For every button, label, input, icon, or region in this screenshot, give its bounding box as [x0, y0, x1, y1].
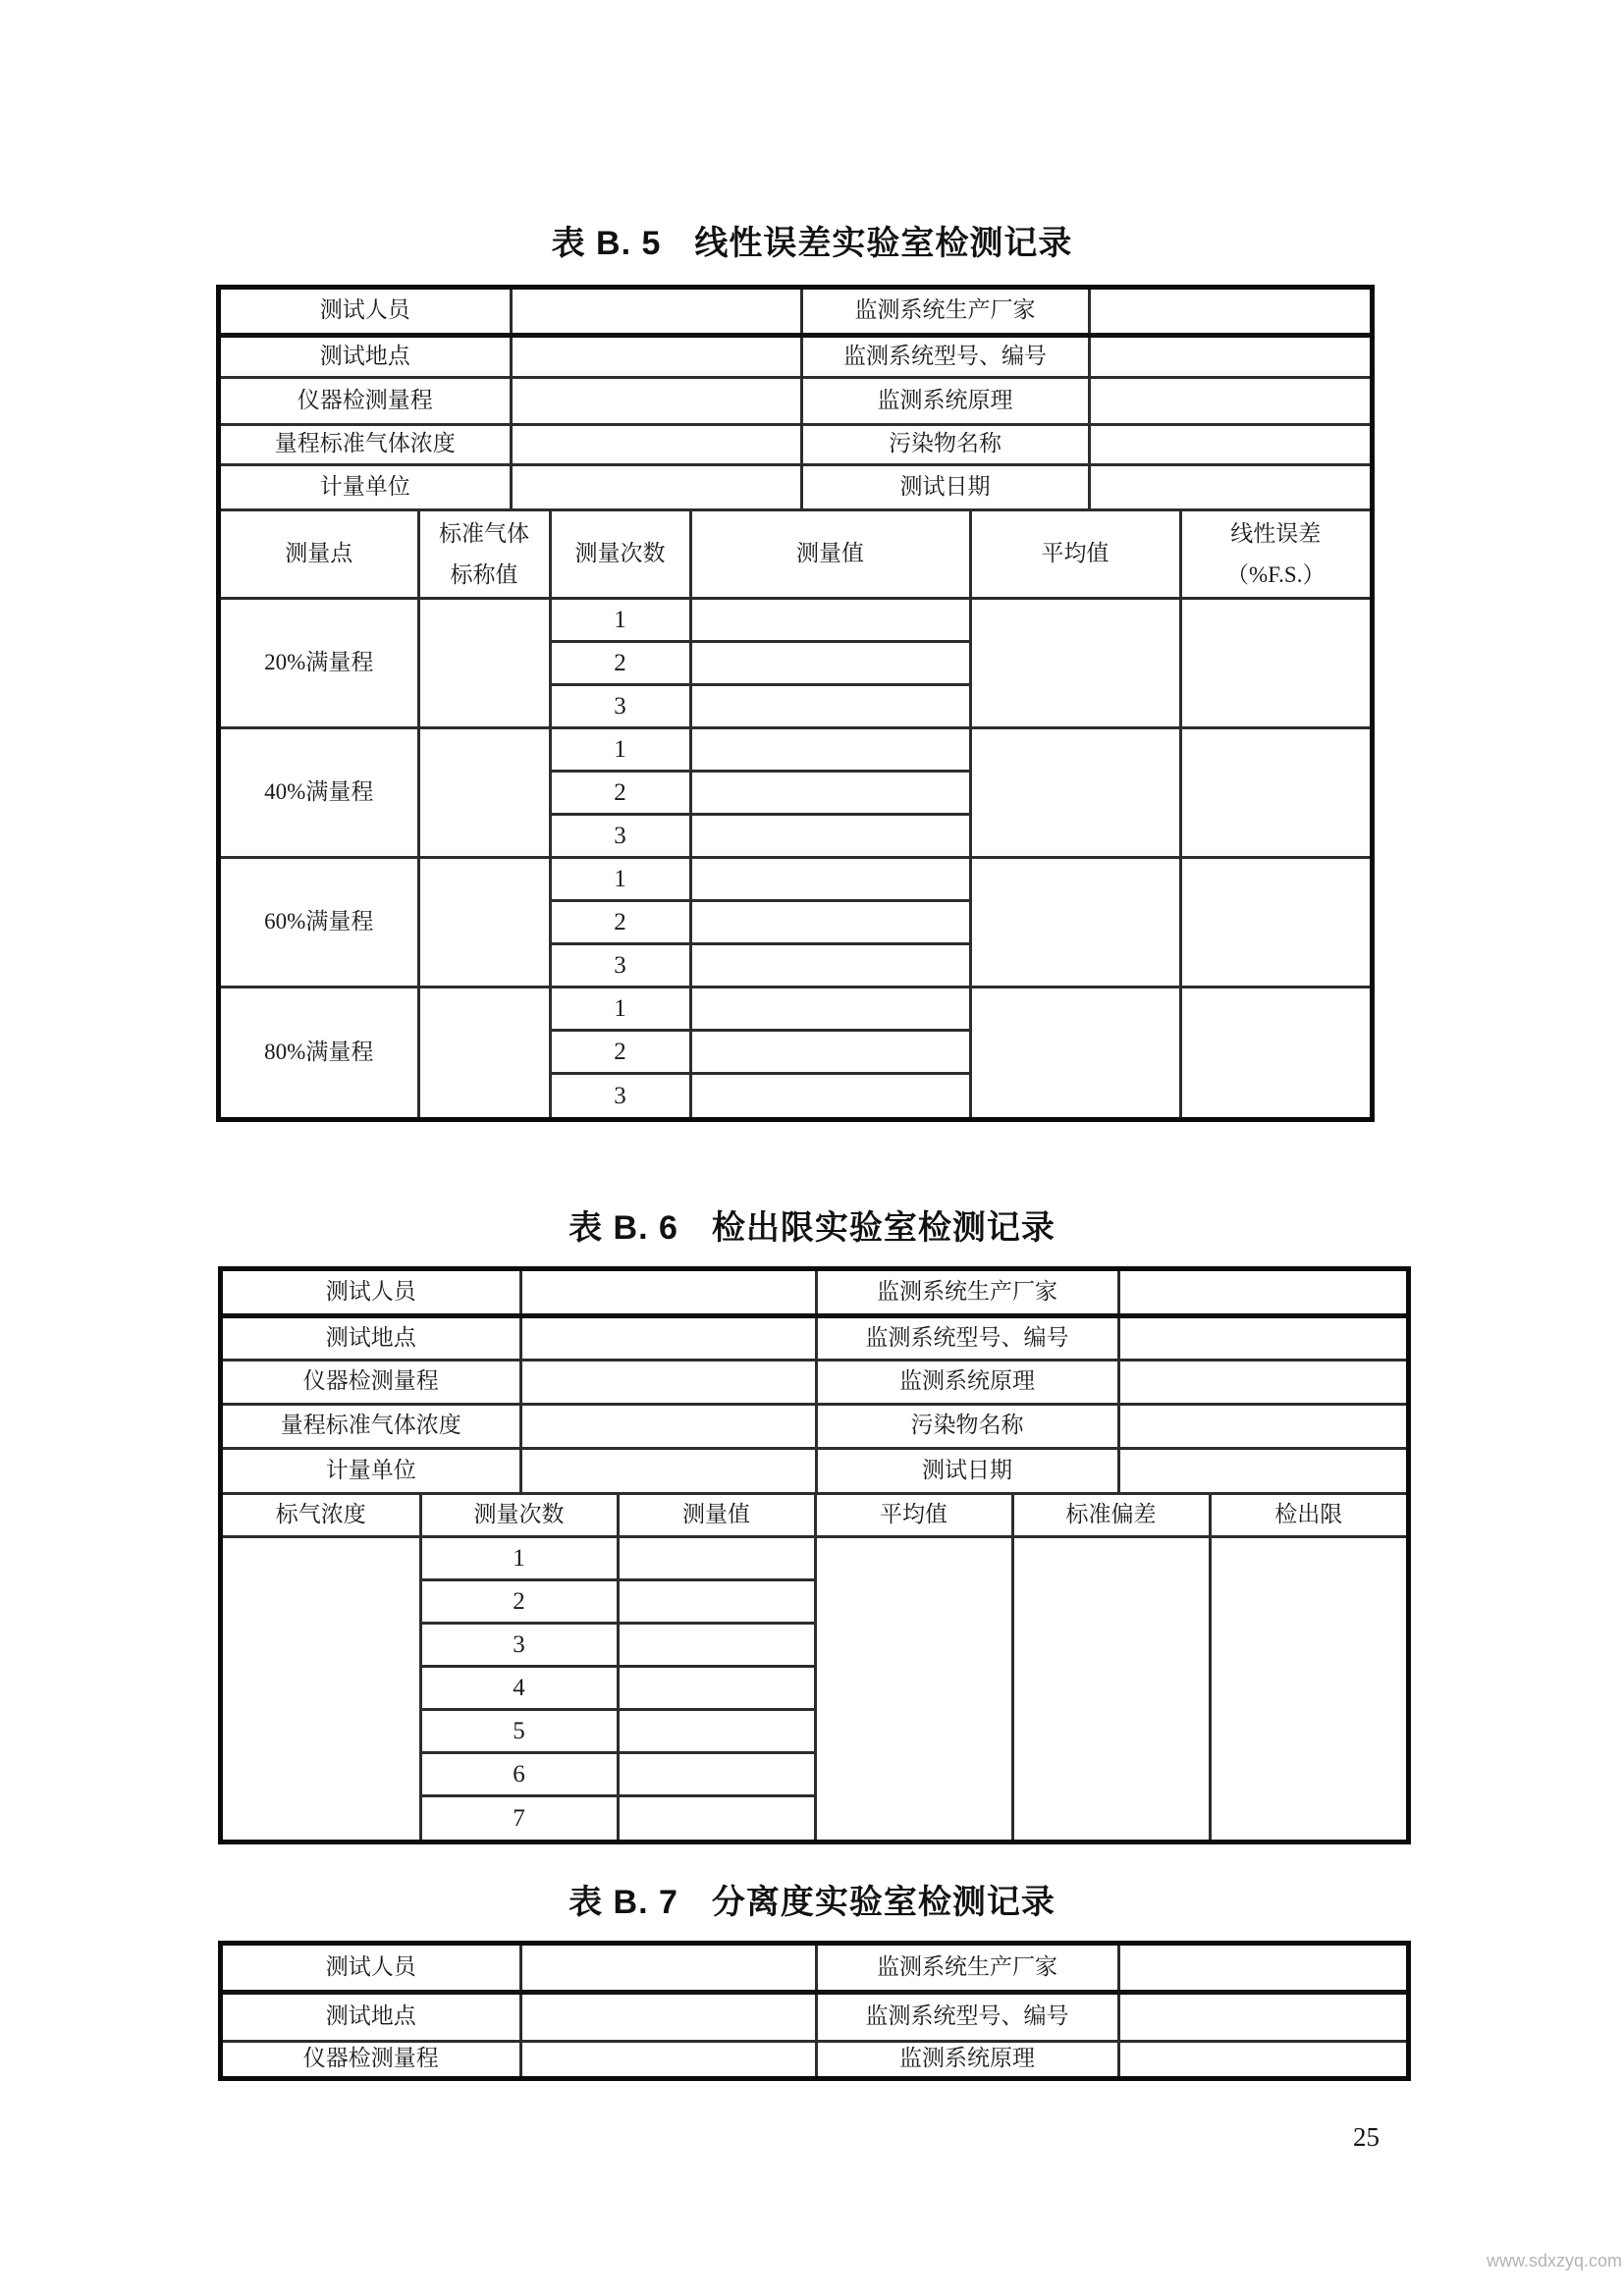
run-number: 2: [550, 772, 690, 815]
empty-value-cell: [223, 1537, 420, 1840]
run-number: 2: [550, 901, 690, 944]
run-number: 1: [550, 858, 690, 901]
run-number: 3: [550, 815, 690, 858]
table-row: [221, 858, 1370, 901]
empty-value-cell: [520, 1404, 816, 1448]
run-number: 7: [420, 1796, 618, 1840]
info-label: 污染物名称: [816, 1404, 1118, 1448]
empty-value-cell: [1180, 858, 1370, 988]
b5-measurement-table: [221, 508, 1370, 1117]
info-label: 污染物名称: [801, 424, 1089, 464]
table-row: [223, 1537, 1406, 1580]
empty-value-cell: [1089, 290, 1370, 335]
empty-value-cell: [520, 1360, 816, 1404]
empty-value-cell: [1118, 1360, 1406, 1404]
table-row: [223, 1404, 1406, 1448]
empty-value-cell: [690, 772, 970, 815]
run-number: 1: [420, 1537, 618, 1580]
empty-value-cell: [1210, 1537, 1406, 1840]
run-number: 6: [420, 1753, 618, 1796]
empty-value-cell: [690, 728, 970, 772]
column-header: 标气浓度: [223, 1494, 420, 1537]
header-row: [221, 510, 1370, 599]
empty-value-cell: [618, 1667, 815, 1710]
empty-value-cell: [520, 1271, 816, 1315]
page-watermark: www.sdxzyq.com: [1487, 2251, 1623, 2270]
info-label: 量程标准气体浓度: [223, 1404, 520, 1448]
run-number: 2: [550, 642, 690, 685]
table-b7: [218, 1941, 1411, 2081]
run-number: 3: [420, 1624, 618, 1667]
empty-value-cell: [1118, 1404, 1406, 1448]
info-label: 监测系统生产厂家: [816, 1271, 1118, 1315]
empty-value-cell: [1012, 1537, 1210, 1840]
table-row: [223, 1946, 1406, 1992]
table-b5: [216, 285, 1375, 1122]
info-label: 测试地点: [223, 1992, 520, 2041]
table-row: [223, 1315, 1406, 1360]
table-b5-number: 表 B. 5: [551, 225, 662, 262]
empty-value-cell: [1089, 424, 1370, 464]
empty-value-cell: [690, 858, 970, 901]
header-row: [223, 1494, 1406, 1537]
table-row: [221, 377, 1370, 424]
table-b6-number: 表 B. 6: [568, 1209, 678, 1247]
info-label: 测试日期: [816, 1448, 1118, 1492]
column-header: 测量点: [221, 510, 418, 599]
page-number: 25: [1353, 2122, 1380, 2152]
info-label: 计量单位: [223, 1448, 520, 1492]
info-label: 仪器检测量程: [223, 2041, 520, 2076]
table-row: [223, 1360, 1406, 1404]
table-b7-number: 表 B. 7: [568, 1884, 678, 1921]
column-header: 测量次数: [550, 510, 690, 599]
table-row: [223, 1448, 1406, 1492]
info-label: 仪器检测量程: [223, 1360, 520, 1404]
run-number: 4: [420, 1667, 618, 1710]
empty-value-cell: [520, 1946, 816, 1992]
empty-value-cell: [970, 988, 1180, 1117]
table-b5-title-text: 线性误差实验室检测记录: [694, 225, 1073, 262]
run-number: 5: [420, 1710, 618, 1753]
empty-value-cell: [418, 988, 550, 1117]
column-header: 平均值: [815, 1494, 1012, 1537]
table-row: [223, 1992, 1406, 2041]
empty-value-cell: [1180, 728, 1370, 858]
info-label: 测试人员: [223, 1946, 520, 1992]
empty-value-cell: [618, 1537, 815, 1580]
measure-point: 80%满量程: [221, 988, 418, 1117]
column-header: 标准偏差: [1012, 1494, 1210, 1537]
empty-value-cell: [618, 1580, 815, 1624]
empty-value-cell: [1089, 464, 1370, 508]
empty-value-cell: [511, 464, 801, 508]
empty-value-cell: [618, 1624, 815, 1667]
empty-value-cell: [1089, 335, 1370, 377]
table-row: [223, 1271, 1406, 1315]
empty-value-cell: [520, 1992, 816, 2041]
table-row: [221, 290, 1370, 335]
empty-value-cell: [418, 728, 550, 858]
info-label: 监测系统型号、编号: [816, 1992, 1118, 2041]
empty-value-cell: [418, 599, 550, 728]
b7-info-table: [223, 1946, 1406, 2076]
info-label: 测试日期: [801, 464, 1089, 508]
empty-value-cell: [1089, 377, 1370, 424]
column-header: 测量次数: [420, 1494, 618, 1537]
empty-value-cell: [690, 944, 970, 988]
table-row: [221, 424, 1370, 464]
column-header: 标准气体 标称值: [418, 510, 550, 599]
empty-value-cell: [511, 290, 801, 335]
table-b7-title: [0, 1883, 1624, 1922]
table-row: [221, 728, 1370, 772]
info-label: 测试地点: [223, 1315, 520, 1360]
run-number: 1: [550, 599, 690, 642]
table-b6: [218, 1266, 1411, 1844]
info-label: 监测系统原理: [816, 1360, 1118, 1404]
column-header: 线性误差 （%F.S.）: [1180, 510, 1370, 599]
table-row: [221, 464, 1370, 508]
empty-value-cell: [970, 858, 1180, 988]
empty-value-cell: [690, 1031, 970, 1074]
empty-value-cell: [520, 1315, 816, 1360]
empty-value-cell: [511, 335, 801, 377]
empty-value-cell: [690, 599, 970, 642]
empty-value-cell: [618, 1796, 815, 1840]
info-label: 仪器检测量程: [221, 377, 511, 424]
info-label: 计量单位: [221, 464, 511, 508]
empty-value-cell: [1118, 2041, 1406, 2076]
table-b5-title: [0, 224, 1624, 263]
run-number: 3: [550, 685, 690, 728]
b5-info-table: [221, 290, 1370, 508]
empty-value-cell: [970, 599, 1180, 728]
table-b6-title: [0, 1208, 1624, 1248]
measure-point: 40%满量程: [221, 728, 418, 858]
run-number: 2: [420, 1580, 618, 1624]
empty-value-cell: [1118, 1946, 1406, 1992]
table-row: [223, 2041, 1406, 2076]
info-label: 测试人员: [223, 1271, 520, 1315]
empty-value-cell: [690, 901, 970, 944]
b6-measurement-table: [223, 1492, 1406, 1840]
empty-value-cell: [970, 728, 1180, 858]
info-label: 测试地点: [221, 335, 511, 377]
run-number: 1: [550, 988, 690, 1031]
empty-value-cell: [815, 1537, 1012, 1840]
column-header: 检出限: [1210, 1494, 1406, 1537]
empty-value-cell: [618, 1753, 815, 1796]
empty-value-cell: [1118, 1448, 1406, 1492]
empty-value-cell: [690, 642, 970, 685]
empty-value-cell: [1180, 599, 1370, 728]
empty-value-cell: [618, 1710, 815, 1753]
column-header: 测量值: [618, 1494, 815, 1537]
info-label: 测试人员: [221, 290, 511, 335]
empty-value-cell: [690, 685, 970, 728]
run-number: 3: [550, 1074, 690, 1117]
column-header: 平均值: [970, 510, 1180, 599]
empty-value-cell: [418, 858, 550, 988]
table-row: [221, 335, 1370, 377]
empty-value-cell: [511, 424, 801, 464]
table-b7-title-text: 分离度实验室检测记录: [711, 1884, 1056, 1921]
run-number: 3: [550, 944, 690, 988]
measure-point: 60%满量程: [221, 858, 418, 988]
empty-value-cell: [511, 377, 801, 424]
info-label: 监测系统生产厂家: [801, 290, 1089, 335]
table-row: [221, 988, 1370, 1031]
empty-value-cell: [690, 815, 970, 858]
info-label: 监测系统原理: [801, 377, 1089, 424]
run-number: 2: [550, 1031, 690, 1074]
info-label: 监测系统生产厂家: [816, 1946, 1118, 1992]
empty-value-cell: [690, 1074, 970, 1117]
empty-value-cell: [520, 1448, 816, 1492]
run-number: 1: [550, 728, 690, 772]
table-b6-title-text: 检出限实验室检测记录: [711, 1209, 1056, 1247]
table-row: [221, 599, 1370, 642]
empty-value-cell: [690, 988, 970, 1031]
empty-value-cell: [520, 2041, 816, 2076]
column-header: 测量值: [690, 510, 970, 599]
measure-point: 20%满量程: [221, 599, 418, 728]
empty-value-cell: [1118, 1992, 1406, 2041]
info-label: 监测系统型号、编号: [816, 1315, 1118, 1360]
empty-value-cell: [1118, 1271, 1406, 1315]
info-label: 监测系统原理: [816, 2041, 1118, 2076]
empty-value-cell: [1180, 988, 1370, 1117]
info-label: 量程标准气体浓度: [221, 424, 511, 464]
info-label: 监测系统型号、编号: [801, 335, 1089, 377]
empty-value-cell: [1118, 1315, 1406, 1360]
b6-info-table: [223, 1271, 1406, 1492]
